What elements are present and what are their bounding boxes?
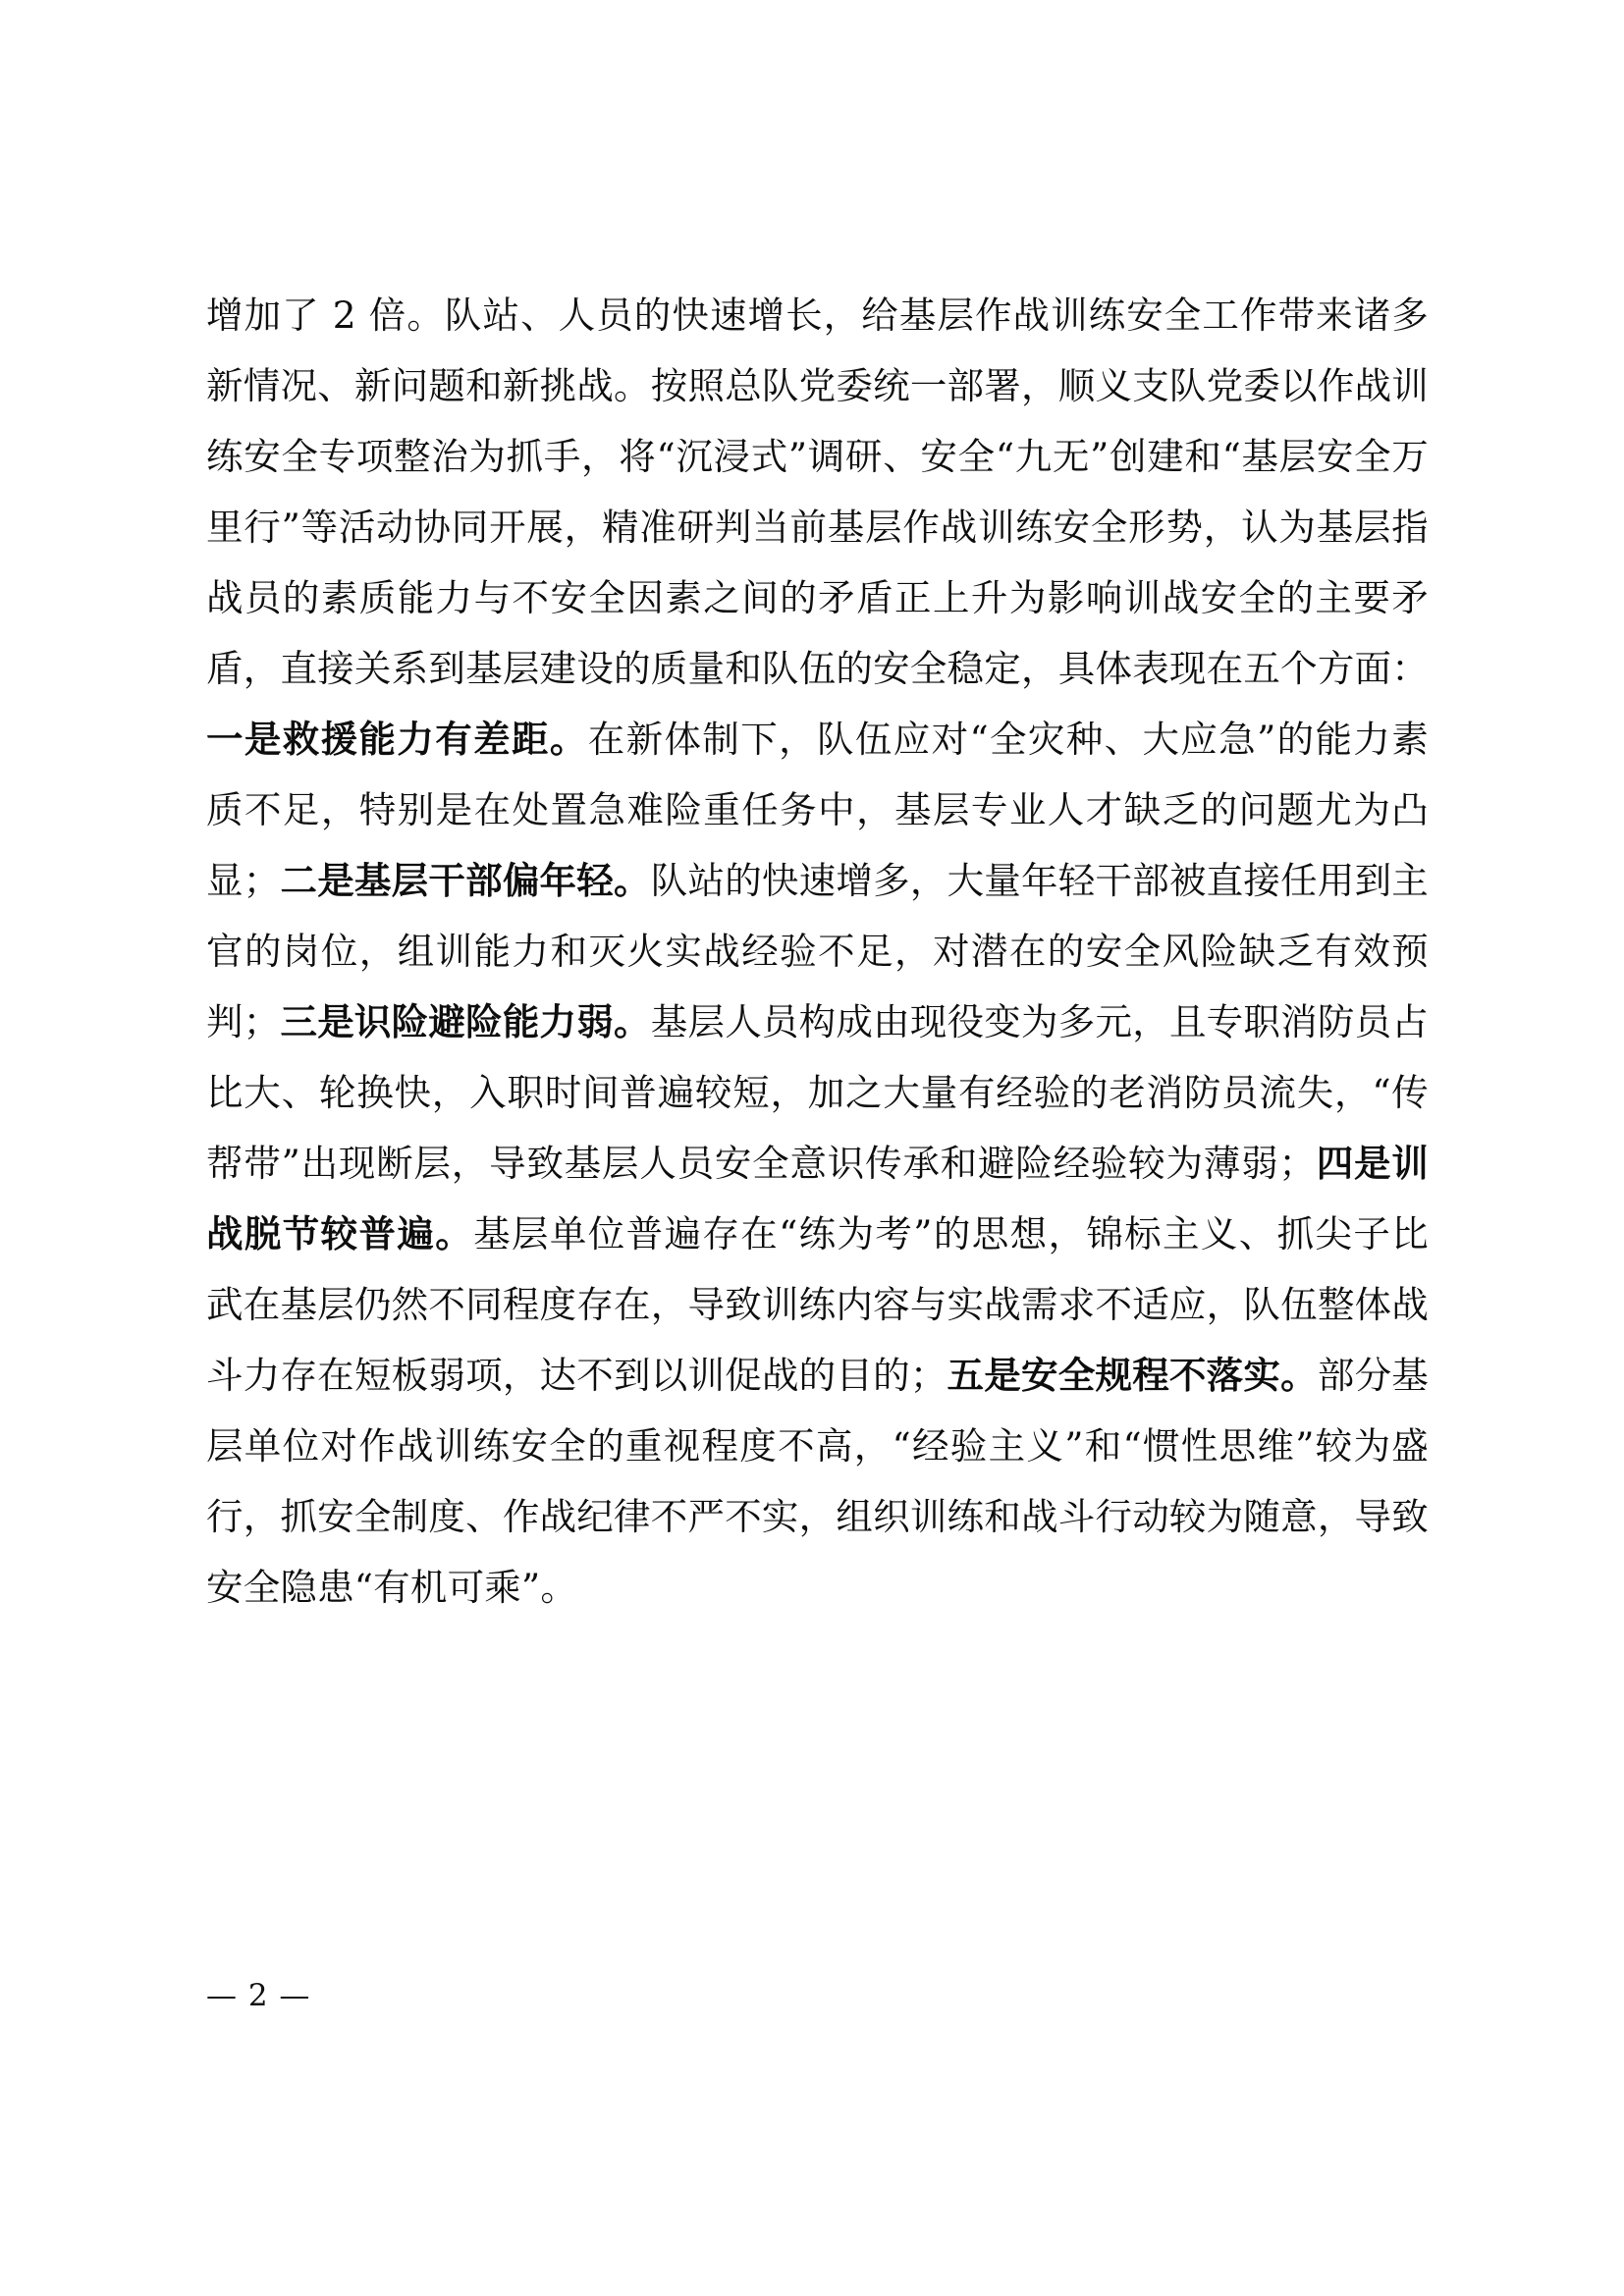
text-segment-4: 基层人员构成由现役变为多元，且专职消防员占比大、轮换快，入职时间普遍较短，加之大量有经验的老消防员流失，“传帮带”出现断层，导致基层人员安全意识传承和避险经验较为薄弱； [206,1000,1430,1185]
text-segment-5: 基层单位普遍存在“练为考”的思想，锦标主义、抓尖子比武在基层仍然不同程度存在，导致训练内容与实战需求不适应，队伍整体战斗力存在短板弱项，达不到以训促战的目的； [206,1212,1429,1397]
page-content [206,280,1429,1623]
bold-heading-2: 二是基层干部偏年轻。 [280,859,651,902]
page-number: — 2 — [206,1978,311,2013]
text-segment-6: 部分基层单位对作战训练安全的重视程度不高，“经验主义”和“惯性思维”较为盛行，抓安全制度、作战纪律不严不实，组织训练和战斗行动较为随意，导致安全隐患“有机可乘”。 [206,1354,1429,1609]
bold-heading-3: 三是识险避险能力弱。 [280,1000,651,1043]
text-segment-1: 增加了 2 倍。队站、人员的快速增长，给基层作战训练安全工作带来诸多新情况、新问题和新挑战。按照总队党委统一部署，顺义支队党委以作战训练安全专项整治为抓手，将“沉浸式”调研、安全“九无”创建和“基层安全万里行”等活动协同开展，精准研判当前基层作战训练安全形势，认为基层指战员的素质能力与不安全因素之间的矛盾正上升为影响训战安全的主要矛盾，直接关系到基层建设的质量和队伍的安全稳定，具体表现在五个方面： [206,294,1429,690]
text-segment-2: 在新体制下，队伍应对“全灾种、大应急”的能力素质不足，特别是在处置急难险重任务中，基层专业人才缺乏的问题尤为凸显； [206,718,1429,902]
body-paragraph [206,280,1429,1623]
bold-heading-4: 四是训战脱节较普遍。 [206,1142,1429,1255]
text-segment-3: 队站的快速增多，大量年轻干部被直接任用到主官的岗位，组训能力和灭火实战经验不足，对潜在的安全风险缺乏有效预判； [206,859,1430,1043]
bold-heading-5: 五是安全规程不落实。 [947,1354,1318,1397]
bold-heading-1: 一是救援能力有差距。 [206,718,588,761]
